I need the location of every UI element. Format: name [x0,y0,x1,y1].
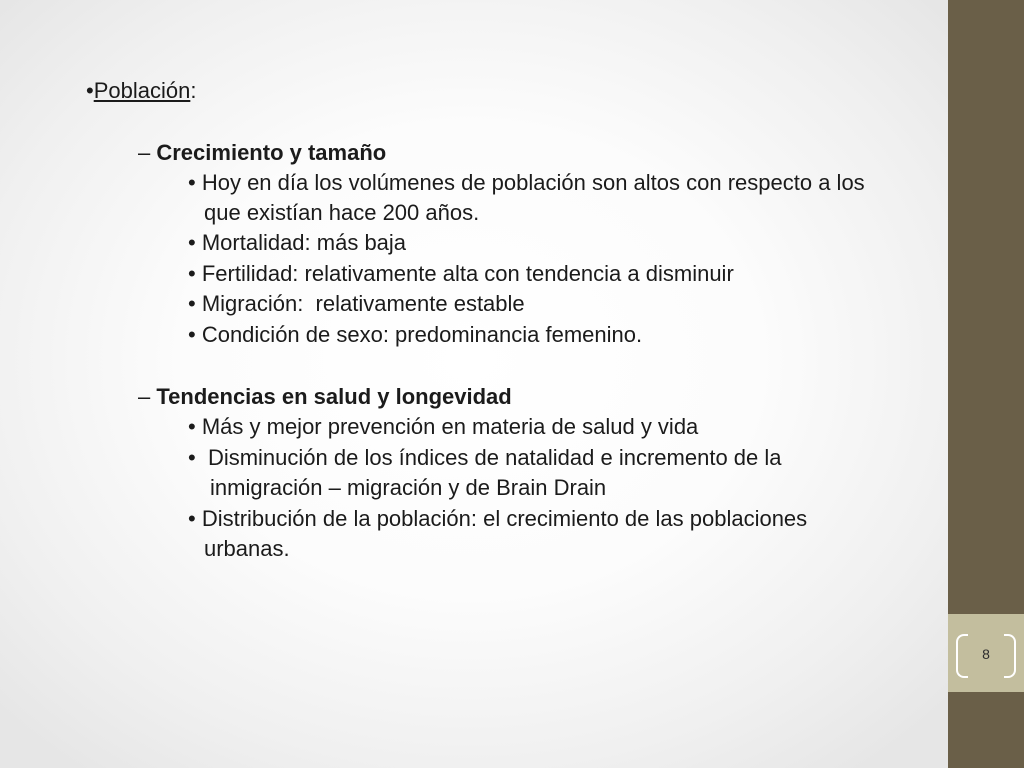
heading-colon: : [190,78,197,103]
bullet-marker: • [188,322,202,347]
bullet-text: inmigración – migración y de Brain Drain [210,475,607,500]
bullet-marker: • [188,445,208,470]
bullet-item [188,168,865,198]
bullet-marker: • [188,261,202,286]
bullet-item [188,289,525,319]
bullet-continuation [210,473,606,503]
bullet-text: Mortalidad: más baja [201,230,407,255]
bullet-text: Fertilidad: relativamente alta con tendencia a disminuir [201,261,734,286]
bullet-marker: • [188,230,202,255]
page-number-box [948,614,1024,692]
bullet-marker: • [188,414,202,439]
bullet-item [188,443,782,473]
bullet-marker: • [188,506,202,531]
section-title-tendencias [138,382,512,412]
heading-bullet: • [86,78,94,103]
bullet-item [188,412,698,442]
bullet-text: urbanas. [204,536,290,561]
bullet-text: Condición de sexo: predominancia femenino. [201,322,643,347]
bullet-continuation [204,534,290,564]
bullet-item [188,320,642,350]
heading-title: Población [93,78,191,103]
section-title-text: Crecimiento y tamaño [156,140,387,165]
section-title-text: Tendencias en salud y longevidad [156,384,512,409]
bullet-text: Disminución de los índices de natalidad e incremento de la [207,445,782,470]
bullet-marker: • [188,291,202,316]
bullet-marker: • [188,170,202,195]
bullet-continuation [204,198,479,228]
dash-marker: – [138,384,157,409]
bullet-text: que existían hace 200 años. [204,200,480,225]
bullet-text: Distribución de la población: el crecimiento de las poblaciones [201,506,808,531]
bullet-item [188,504,807,534]
slide-heading [86,76,196,106]
bullet-item [188,259,734,289]
bullet-text: Hoy en día los volúmenes de población son altos con respecto a los [201,170,865,195]
page-number: 8 [982,646,990,662]
dash-marker: – [138,140,157,165]
section-title-crecimiento [138,138,386,168]
bullet-text: Más y mejor prevención en materia de salud y vida [201,414,699,439]
bullet-text: Migración: relativamente estable [201,291,525,316]
bullet-item [188,228,406,258]
